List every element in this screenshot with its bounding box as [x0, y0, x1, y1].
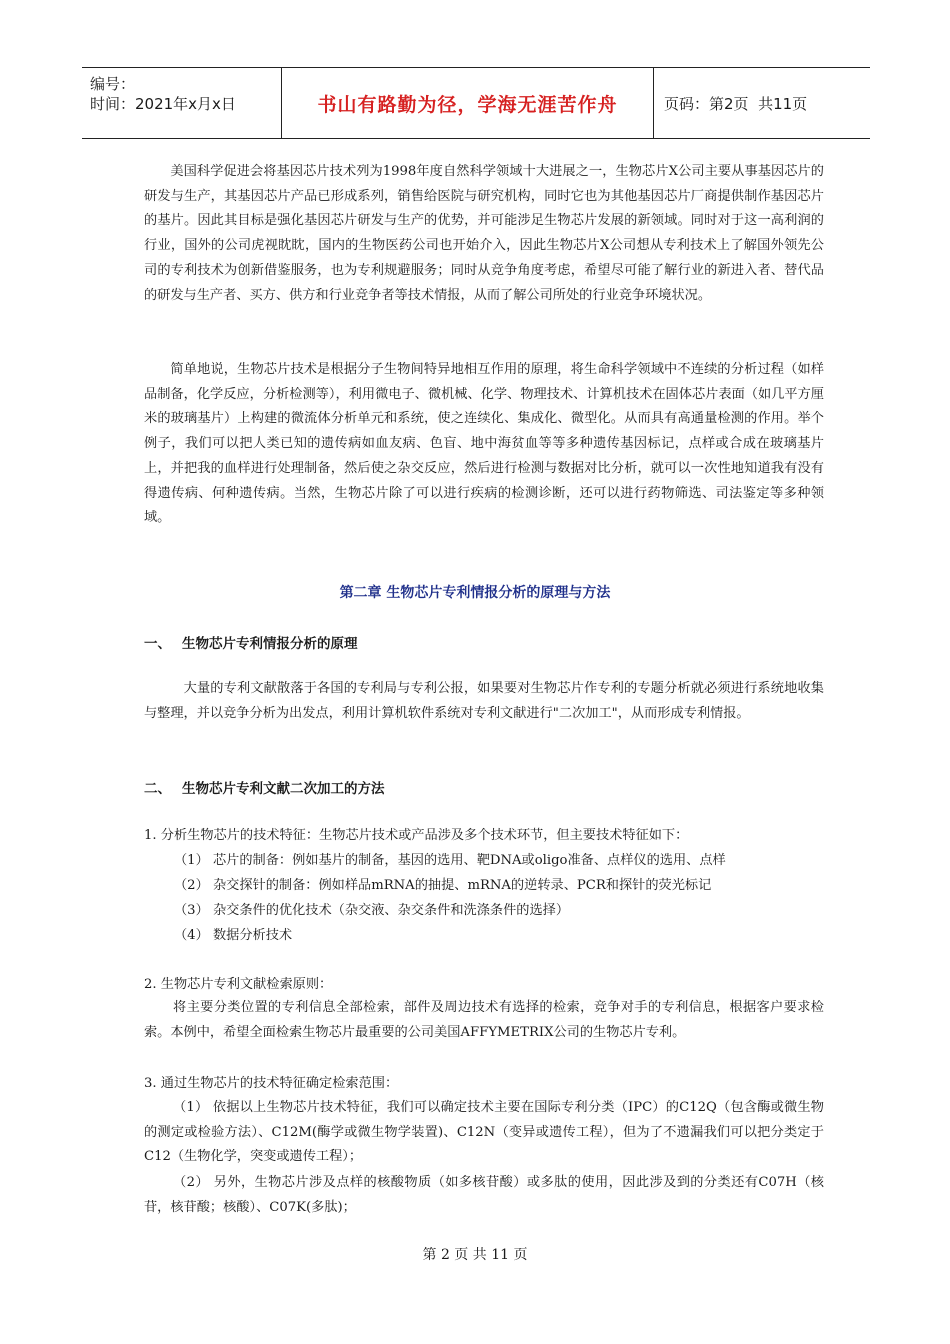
list-item-1: 1. 分析生物芯片的技术特征：生物芯片技术或产品涉及多个技术环节，但主要技术特征如下： [144, 828, 689, 843]
section-title: 生物芯片专利文献二次加工的方法 [182, 781, 385, 797]
page-footer: 第 2 页 共 11 页 [422, 1247, 528, 1263]
paragraph-principle: 大量的专利文献散落于各国的专利局与专利公报，如果要对生物芯片作专利的专题分析就必须进行系统地收集与整理，并以竞争分析为出发点，利用计算机软件系统对专利文献进行"二次加工"，从而形成专利情报。 [144, 681, 824, 721]
paragraph-intro: 美国科学促进会将基因芯片技术列为1998年度自然科学领域十大进展之一，生物芯片X公司主要从事基因芯片的研发与生产，其基因芯片产品已形成系列，销售给医院与研究机构，同时它也为其他基因芯片厂商提供制作基因芯片的基片。因此其目标是强化基因芯片研发与生产的优势，并可能涉足生物芯片发展的新领域。同时对于这一高利润的行业，国外的公司虎视眈眈，国内的生物医药公司也开始介入，因此生物芯片X公司想从专利技术上了解国外领先公司的专利技术为创新借鉴服务，也为专利规避服务；同时从竞争角度考虑，希望尽可能了解行业的新进入者、替代品的研发与生产者、买方、供方和行业竞争者等技术情报，从而了解公司所处的行业竞争环境状况。 [144, 164, 824, 303]
number-label: 编号： [90, 75, 136, 93]
section-title: 生物芯片专利情报分析的原理 [182, 636, 358, 652]
sub-item-2: （2） 杂交探针的制备：例如样品mRNA的抽提、mRNA的逆转录、PCR和探针的荧光标记 [174, 878, 712, 893]
list-item-2: 2. 生物芯片专利文献检索原则： [144, 977, 333, 992]
paragraph-scope-1: （1） 依据以上生物芯片技术特征，我们可以确定技术主要在国际专利分类（IPC）的C12Q（包含酶或微生物的测定或检验方法）、C12M(酶学或微生物学装置)、C12N（变异或遗传工程），但为了不遗漏我们可以把分类定于C12（生物化学，突变或遗传工程）； [144, 1100, 824, 1165]
sub-item-3: （3） 杂交条件的优化技术（杂交液、杂交条件和洗涤条件的选择） [174, 903, 570, 918]
sub-item-4: （4） 数据分析技术 [174, 928, 293, 943]
header-motto: 书山有路勤为径，学海无涯苦作舟 [282, 68, 654, 138]
paragraph-scope-2: （2） 另外，生物芯片涉及点样的核酸物质（如多核苷酸）或多肽的使用，因此涉及到的分类还有C07H（核苷，核苷酸；核酸）、C07K(多肽)； [144, 1175, 824, 1215]
section-number: 二、 [144, 781, 171, 797]
sub-item-1: （1） 芯片的制备：例如基片的制备，基因的选用、靶DNA或oligo准备、点样仪的选用、点样 [174, 853, 726, 868]
time-label: 时间：2021年x月x日 [90, 95, 236, 113]
document-header [82, 67, 870, 139]
section-heading-2 [144, 777, 385, 797]
paragraph-search-principle: 将主要分类位置的专利信息全部检索，部件及周边技术有选择的检索，竞争对手的专利信息，根据客户要求检索。本例中，希望全面检索生物芯片最重要的公司美国AFFYMETRIX公司的生物芯片专利。 [144, 1000, 824, 1040]
list-item-3: 3. 通过生物芯片的技术特征确定检索范围： [144, 1076, 399, 1091]
section-heading-1 [144, 632, 358, 652]
section-number: 一、 [144, 636, 171, 652]
header-page-info [654, 68, 870, 138]
header-meta [82, 68, 282, 138]
chapter-title: 第二章 生物芯片专利情报分析的原理与方法 [339, 585, 611, 601]
page-label: 页码：第2页 共11页 [664, 94, 808, 113]
paragraph-definition: 简单地说，生物芯片技术是根据分子生物间特异地相互作用的原理，将生命科学领域中不连续的分析过程（如样品制备，化学反应，分析检测等），利用微电子、微机械、化学、物理技术、计算机技术在固体芯片表面（如几平方厘米的玻璃基片）上构建的微流体分析单元和系统，使之连续化、集成化、微型化。从而具有高通量检测的作用。举个例子，我们可以把人类已知的遗传病如血友病、色盲、地中海贫血等等多种遗传基因标记，点样或合成在玻璃基片上，并把我的血样进行处理制备，然后使之杂交反应，然后进行检测与数据对比分析，就可以一次性地知道我有没有得遗传病、何种遗传病。当然，生物芯片除了可以进行疾病的检测诊断，还可以进行药物筛选、司法鉴定等多种领域。 [144, 362, 824, 526]
